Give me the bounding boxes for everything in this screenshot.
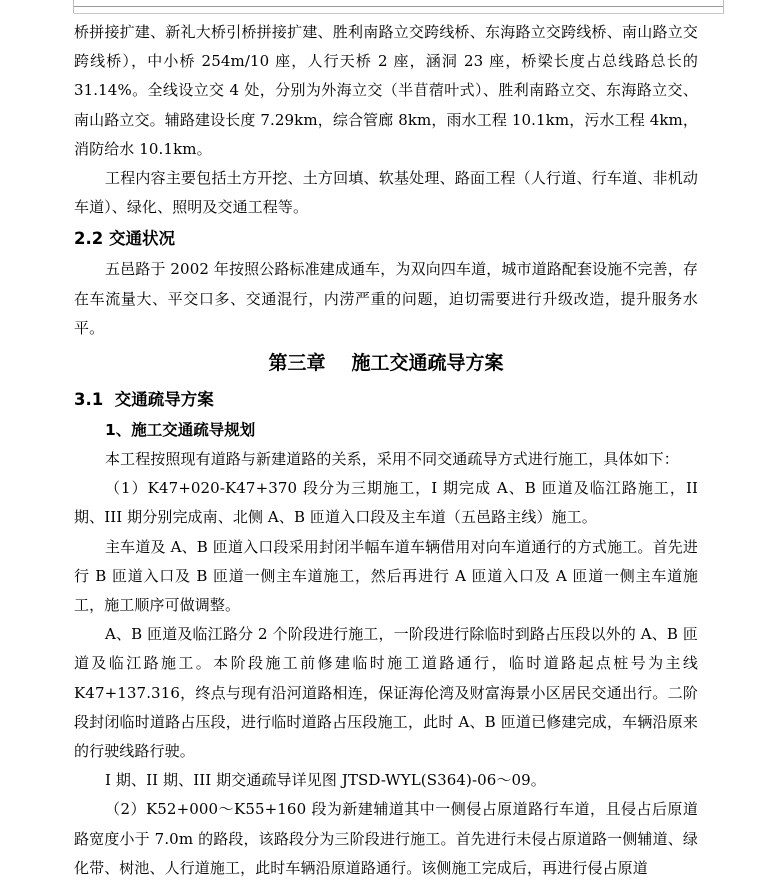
paragraph-ramp-stages: A、B 匝道及临江路分 2 个阶段进行施工，一阶段进行除临时到路占压段以外的 A、B 匝道及临江路施工。本阶段施工前修建临时施工道路通行，临时道路起点桩号为主线 K47+137.316，终点与现有沿河道路相连，保证海伦湾及财富海景小区居民交通出行。二阶段封闭临时道路占压段，进行临时道路占压段施工，此时 A、B 匝道已修建完成，车辆沿原来的行驶线路行驶。 [74, 625, 698, 761]
chapter-heading [74, 343, 698, 383]
heading-section-2-2: 2.2 交通状况 [74, 229, 175, 249]
paragraph-segment-2: （2）K52+000～K55+160 段为新建辅道其中一侧侵占原道路行车道，且侵占后原道路宽度小于 7.0m 的路段，该路段分为三阶段进行施工。首先进行未侵占原道路一侧辅道、绿化带、树池、人行道施工，此时车辆沿原道路通行。该侧施工完成后，再进行侵占原道 [74, 800, 698, 877]
paragraph-traffic-status: 五邑路于 2002 年按照公路标准建成通车，为双向四车道，城市道路配套设施不完善，存在车流量大、平交口多、交通混行，内涝严重的问题，迫切需要进行升级改造，提升服务水平。 [74, 260, 698, 337]
paragraph-work-content: 工程内容主要包括土方开挖、土方回填、软基处理、路面工程（人行道、行车道、非机动车道）、绿化、照明及交通工程等。 [74, 169, 698, 217]
page-header-rule-inner [74, 13, 724, 14]
heading-section-3-1: 3.1 交通疏导方案 [74, 390, 214, 410]
chapter-number: 第三章 [268, 352, 326, 375]
paragraph-bridge-summary: 桥拼接扩建、新礼大桥引桥拼接扩建、胜利南路立交跨线桥、东海路立交跨线桥、南山路立交跨线桥），中小桥 254m/10 座，人行天桥 2 座，涵洞 23 座，桥梁长度占总线路总长的 31.14%。全线设立交 4 处，分别为外海立交（半苜蓿叶式）、胜利南路立交、东海路立交、南山路立交。辅路建设长度 7.29km，综合管廊 8km，雨水工程 10.1km，污水工程 4km，消防给水 10.1km。 [74, 23, 698, 158]
page-header-rule [74, 6, 724, 7]
paragraph-main-lane: 主车道及 A、B 匝道入口段采用封闭半幅车道车辆借用对向车道通行的方式施工。首先进行 B 匝道入口及 B 匝道一侧主车道施工，然后再进行 A 匝道入口及 A 匝道一侧主车道施工，施工顺序可做调整。 [74, 537, 698, 615]
paragraph-plan-intro: 本工程按照现有道路与新建道路的关系，采用不同交通疏导方式进行施工，具体如下： [105, 450, 679, 469]
document-page [74, 18, 698, 883]
page-corner-mark-left [73, 0, 74, 13]
paragraph-segment-1: （1）K47+020-K47+370 段分为三期施工，I 期完成 A、B 匝道及临江路施工，II 期、III 期分别完成南、北侧 A、B 匝道入口段及主车道（五邑路主线）施工。 [74, 479, 698, 527]
page-corner-mark-right [723, 0, 724, 13]
heading-subsection-1: 1、施工交通疏导规划 [105, 421, 256, 440]
chapter-title: 施工交通疏导方案 [351, 352, 504, 375]
paragraph-drawing-reference: I 期、II 期、III 期交通疏导详见图 JTSD-WYL(S364)-06～09。 [105, 771, 546, 790]
